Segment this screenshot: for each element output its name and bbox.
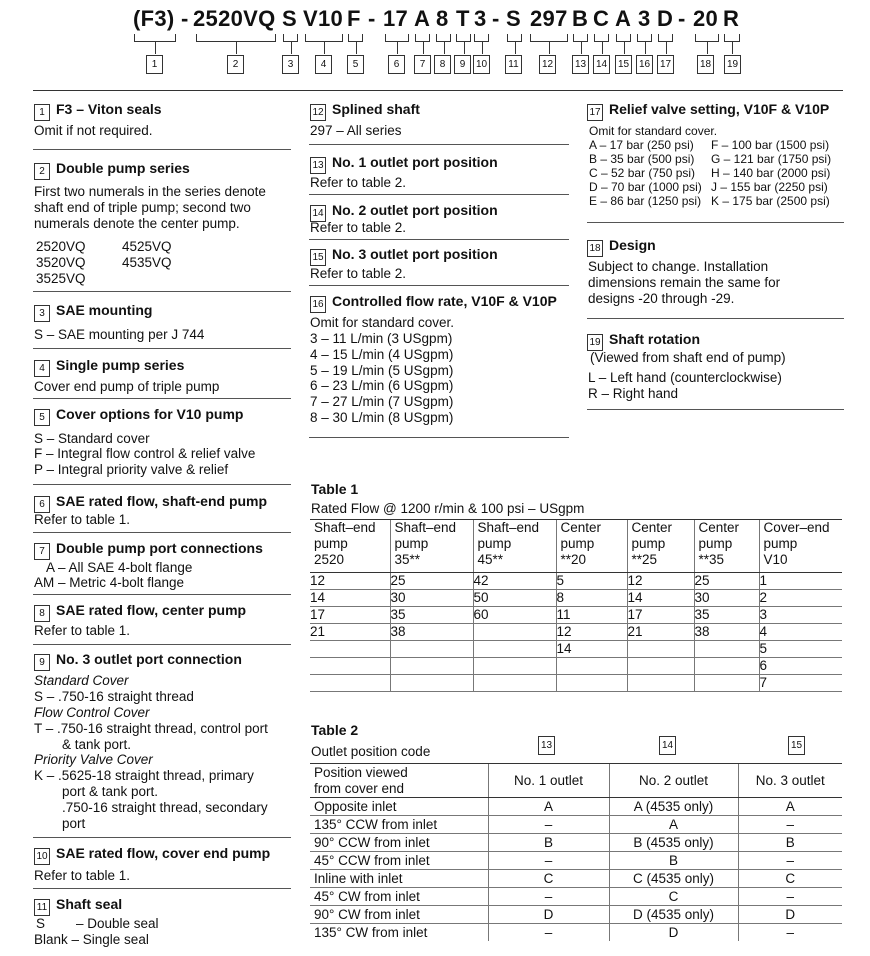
relief-setting: G – 121 bar (1750 psi) <box>711 152 832 166</box>
section-7-text: A – All SAE 4-bolt flange <box>46 560 193 575</box>
table-cell <box>310 658 390 675</box>
table-cell: 25 <box>694 573 759 590</box>
code-bracket <box>658 34 673 42</box>
section-16-text: 8 – 30 L/min (8 USgpm) <box>310 410 454 425</box>
section-16-text: 4 – 15 L/min (4 USgpm) <box>310 347 454 362</box>
table-cell: – <box>488 888 609 906</box>
table-cell: – <box>488 816 609 834</box>
position-box: 4 <box>315 55 332 74</box>
table-cell: 17 <box>310 607 390 624</box>
section-1-text: Omit if not required. <box>34 123 153 138</box>
section-9-subhead: Flow Control Cover <box>34 705 150 720</box>
code-segment: D <box>657 6 674 31</box>
section-5-text: S – Standard cover <box>34 431 150 446</box>
code-bracket <box>283 34 298 42</box>
divider <box>309 285 569 286</box>
table-cell <box>694 641 759 658</box>
table-cell: 12 <box>627 573 694 590</box>
section-15-text: Refer to table 2. <box>310 266 407 281</box>
position-box: 9 <box>454 55 471 74</box>
table-cell: A <box>488 798 609 816</box>
position-box: 12 <box>539 55 556 74</box>
table-cell: 11 <box>556 607 627 624</box>
table-header-row <box>310 764 842 798</box>
table-cell: – <box>488 924 609 942</box>
divider <box>33 532 291 533</box>
table-cell <box>390 641 473 658</box>
column-ref-box: 14 <box>659 736 676 755</box>
column-header: Position viewed from cover end <box>310 764 488 798</box>
model-item: 3520VQ <box>36 255 86 270</box>
table-cell: 135° CW from inlet <box>314 925 428 940</box>
table-row <box>310 675 842 692</box>
column-header: Shaft–end pump 35** <box>390 520 473 573</box>
table-cell: – <box>738 924 842 942</box>
table-cell: Inline with inlet <box>310 870 488 888</box>
table-row <box>310 834 842 852</box>
relief-setting: F – 100 bar (1500 psi) <box>711 138 830 152</box>
section-9-text: port & tank port. <box>62 784 159 799</box>
table-cell: C (4535 only) <box>609 870 738 888</box>
section-9-heading: 9 No. 3 outlet port connection <box>34 651 242 671</box>
table-cell: B <box>738 834 842 852</box>
code-segment: B <box>572 6 589 31</box>
relief-setting: E – 86 bar (1250 psi) <box>589 194 702 208</box>
divider <box>309 144 569 145</box>
table-cell: 42 <box>473 573 556 590</box>
table-cell: 7 <box>759 675 842 692</box>
code-segment: 2520VQ <box>193 6 276 31</box>
code-bracket <box>196 34 276 42</box>
divider <box>33 398 291 399</box>
model-item: 4535VQ <box>122 255 172 270</box>
section-16-text: Omit for standard cover. <box>310 315 455 330</box>
code-segment: V10 <box>303 6 344 31</box>
column-header: Shaft–end pump 45** <box>473 520 556 573</box>
section-17-text: Omit for standard cover. <box>589 124 718 138</box>
position-box: 10 <box>473 55 490 74</box>
divider <box>33 348 291 349</box>
table-cell <box>473 675 556 692</box>
section-19-text: R – Right hand <box>588 386 679 401</box>
code-segment: T <box>456 6 470 31</box>
section-7-text: AM – Metric 4-bolt flange <box>34 575 185 590</box>
column-header: No. 1 outlet <box>488 764 609 798</box>
table-cell: B <box>488 834 609 852</box>
divider <box>33 149 291 150</box>
table-cell <box>473 624 556 641</box>
section-11-text: S <box>36 916 46 931</box>
table-cell: 50 <box>473 590 556 607</box>
code-segment: F <box>347 6 361 31</box>
code-dash: - <box>181 6 189 31</box>
section-18-text: Subject to change. Installation <box>588 259 769 274</box>
section-3-heading: 3 SAE mounting <box>34 302 152 322</box>
code-bracket <box>616 34 631 42</box>
section-5-text: F – Integral flow control & relief valve <box>34 446 256 461</box>
table-cell: 90° CW from inlet <box>310 906 488 924</box>
code-bracket <box>456 34 471 42</box>
section-13-heading: 13 No. 1 outlet port position <box>310 154 498 174</box>
section-19-heading: 19 Shaft rotation <box>587 331 700 351</box>
section-16-text: 7 – 27 L/min (7 USgpm) <box>310 394 454 409</box>
section-7-heading: 7 Double pump port connections <box>34 540 263 560</box>
table-cell: 35 <box>694 607 759 624</box>
table-cell: 12 <box>310 573 390 590</box>
section-16-heading: 16 Controlled flow rate, V10F & V10P <box>310 293 557 313</box>
model-item: 3525VQ <box>36 271 86 286</box>
table-cell: 2 <box>759 590 842 607</box>
position-box: 14 <box>593 55 610 74</box>
relief-setting: J – 155 bar (2250 psi) <box>711 180 828 194</box>
section-8-heading: 8 SAE rated flow, center pump <box>34 602 246 622</box>
section-19-text: L – Left hand (counterclockwise) <box>588 370 782 385</box>
section-4-text: Cover end pump of triple pump <box>34 379 220 394</box>
table-row <box>310 906 842 924</box>
table-cell: A <box>738 798 842 816</box>
section-1-heading: 1 F3 – Viton seals <box>34 101 162 121</box>
position-box: 11 <box>505 55 522 74</box>
code-bracket <box>724 34 740 42</box>
divider <box>309 239 569 240</box>
relief-setting: K – 175 bar (2500 psi) <box>711 194 830 208</box>
column-header: No. 3 outlet <box>738 764 842 798</box>
section-2-text: First two numerals in the series denote <box>34 184 266 199</box>
table-row <box>310 870 842 888</box>
table-cell: 4 <box>759 624 842 641</box>
position-box: 19 <box>724 55 741 74</box>
section-18-text: dimensions remain the same for <box>588 275 781 290</box>
relief-setting: H – 140 bar (2000 psi) <box>711 166 831 180</box>
table-cell <box>694 658 759 675</box>
table-cell: 3 <box>759 607 842 624</box>
table-cell: D <box>488 906 609 924</box>
section-3-text: S – SAE mounting per J 744 <box>34 327 205 342</box>
table-row <box>310 573 842 590</box>
divider <box>587 409 844 410</box>
section-9-subhead: Standard Cover <box>34 673 129 688</box>
code-bracket <box>573 34 588 42</box>
table-row <box>310 924 842 942</box>
table-cell: 1 <box>759 573 842 590</box>
code-bracket <box>305 34 343 42</box>
code-segment: 3 <box>474 6 487 31</box>
table-cell <box>390 658 473 675</box>
table-cell: – <box>738 888 842 906</box>
column-ref-box: 13 <box>538 736 555 755</box>
section-16-text: 6 – 23 L/min (6 USgpm) <box>310 378 454 393</box>
code-bracket <box>348 34 363 42</box>
table-cell: D (4535 only) <box>609 906 738 924</box>
section-18-text: designs -20 through -29. <box>588 291 735 306</box>
section-2-text: numerals denote the center pump. <box>34 216 240 231</box>
code-segment: (F3) <box>133 6 175 31</box>
section-16-text: 5 – 19 L/min (5 USgpm) <box>310 363 454 378</box>
divider <box>33 644 291 645</box>
section-12-heading: 12 Splined shaft <box>310 101 420 121</box>
table-cell: 90° CCW from inlet <box>310 834 488 852</box>
table-cell: – <box>488 852 609 870</box>
table-1-title: Table 1 <box>311 481 359 497</box>
section-5-heading: 5 Cover options for V10 pump <box>34 406 243 426</box>
column-header: Center pump **25 <box>627 520 694 573</box>
table-cell: Opposite inlet <box>310 798 488 816</box>
table-cell <box>627 675 694 692</box>
table-cell: 38 <box>390 624 473 641</box>
divider <box>33 291 291 292</box>
code-segment: C <box>593 6 610 31</box>
table-row <box>310 658 842 675</box>
table-cell: 21 <box>627 624 694 641</box>
divider <box>33 594 291 595</box>
code-bracket <box>436 34 451 42</box>
table-cell: 60 <box>473 607 556 624</box>
section-16-text: 3 – 11 L/min (3 USgpm) <box>310 331 453 346</box>
section-9-text: port <box>62 816 86 831</box>
section-5-text: P – Integral priority valve & relief <box>34 462 229 477</box>
code-dash: - <box>368 6 376 31</box>
section-9-text: K – .5625-18 straight thread, primary <box>34 768 254 783</box>
table-row <box>310 798 842 816</box>
table-cell: 8 <box>556 590 627 607</box>
section-6-heading: 6 SAE rated flow, shaft-end pump <box>34 493 267 513</box>
table-2-title: Table 2 <box>311 722 359 738</box>
table-cell: B <box>609 852 738 870</box>
table-row <box>310 641 842 658</box>
top-rule <box>33 90 843 91</box>
table-cell: C <box>738 870 842 888</box>
relief-setting: D – 70 bar (1000 psi) <box>589 180 702 194</box>
position-box: 7 <box>414 55 431 74</box>
code-bracket <box>530 34 568 42</box>
code-dash: - <box>492 6 500 31</box>
section-4-heading: 4 Single pump series <box>34 357 184 377</box>
position-box: 1 <box>146 55 163 74</box>
section-9-text: T – .750-16 straight thread, control port <box>34 721 268 736</box>
section-14-heading: 14 No. 2 outlet port position <box>310 202 498 222</box>
code-bracket <box>415 34 430 42</box>
table-cell: 5 <box>556 573 627 590</box>
table-cell <box>556 658 627 675</box>
position-box: 2 <box>227 55 244 74</box>
divider <box>33 888 291 889</box>
column-header: Center pump **20 <box>556 520 627 573</box>
table-header-row <box>310 520 842 573</box>
column-header: No. 2 outlet <box>609 764 738 798</box>
table-cell: 35 <box>390 607 473 624</box>
divider <box>33 837 291 838</box>
position-box: 18 <box>697 55 714 74</box>
code-segment: S <box>282 6 297 31</box>
code-segment: 3 <box>638 6 651 31</box>
table-cell <box>627 641 694 658</box>
section-11-text: Blank – Single seal <box>34 932 149 947</box>
table-cell: 21 <box>310 624 390 641</box>
section-19-text: (Viewed from shaft end of pump) <box>590 350 786 365</box>
section-9-text: S – .750-16 straight thread <box>34 689 194 704</box>
table-cell: 17 <box>627 607 694 624</box>
table-cell <box>627 658 694 675</box>
code-segment: 8 <box>436 6 449 31</box>
section-9-text: & tank port. <box>62 737 132 752</box>
position-box: 5 <box>347 55 364 74</box>
table-cell: 12 <box>556 624 627 641</box>
relief-setting: B – 35 bar (500 psi) <box>589 152 695 166</box>
table-2-subtitle: Outlet position code <box>311 744 431 759</box>
position-box: 6 <box>388 55 405 74</box>
table-cell: A (4535 only) <box>609 798 738 816</box>
table-cell: – <box>738 852 842 870</box>
section-10-text: Refer to table 1. <box>34 868 131 883</box>
table-cell <box>473 641 556 658</box>
table-cell: C <box>609 888 738 906</box>
table-cell <box>390 675 473 692</box>
code-bracket <box>385 34 409 42</box>
position-box: 8 <box>434 55 451 74</box>
code-segment: R <box>723 6 740 31</box>
code-bracket <box>637 34 652 42</box>
section-15-heading: 15 No. 3 outlet port position <box>310 246 498 266</box>
table-cell: 135° CCW from inlet <box>310 816 488 834</box>
table-cell: B (4535 only) <box>609 834 738 852</box>
code-segment: S <box>506 6 521 31</box>
position-box: 15 <box>615 55 632 74</box>
table-cell: D <box>609 924 738 942</box>
table-cell <box>473 658 556 675</box>
section-9-subhead: Priority Valve Cover <box>34 752 153 767</box>
relief-setting: C – 52 bar (750 psi) <box>589 166 696 180</box>
divider <box>33 484 291 485</box>
table-cell: 14 <box>627 590 694 607</box>
table-cell: 14 <box>556 641 627 658</box>
table-row <box>310 624 842 641</box>
divider <box>309 194 569 195</box>
divider <box>587 222 844 223</box>
section-11-heading: 11 Shaft seal <box>34 896 122 916</box>
table-2 <box>310 763 842 941</box>
table-cell: A <box>609 816 738 834</box>
section-2-heading: 2 Double pump series <box>34 160 190 180</box>
code-segment: 297 <box>530 6 568 31</box>
table-cell: 30 <box>694 590 759 607</box>
table-cell: 30 <box>390 590 473 607</box>
code-segment: 17 <box>383 6 409 31</box>
table-cell <box>556 675 627 692</box>
code-segment: A <box>414 6 431 31</box>
code-bracket <box>695 34 719 42</box>
table-row <box>310 888 842 906</box>
code-bracket <box>134 34 176 42</box>
table-cell <box>310 641 390 658</box>
table-cell: 25 <box>390 573 473 590</box>
column-header: Center pump **35 <box>694 520 759 573</box>
position-box: 13 <box>572 55 589 74</box>
table-cell: – <box>738 816 842 834</box>
table-cell: 38 <box>694 624 759 641</box>
section-13-text: Refer to table 2. <box>310 175 407 190</box>
code-bracket <box>474 34 489 42</box>
relief-setting: A – 17 bar (250 psi) <box>589 138 694 152</box>
section-6-text: Refer to table 1. <box>34 512 131 527</box>
table-cell: 45° CW from inlet <box>310 888 488 906</box>
divider <box>309 437 569 438</box>
section-8-text: Refer to table 1. <box>34 623 131 638</box>
table-cell: 45° CCW from inlet <box>310 852 488 870</box>
table-1-subtitle: Rated Flow @ 1200 r/min & 100 psi – USgpm <box>311 501 585 516</box>
model-item: 2520VQ <box>36 239 86 254</box>
position-box: 17 <box>657 55 674 74</box>
model-item: 4525VQ <box>122 239 172 254</box>
section-11-text: – Double seal <box>76 916 159 931</box>
table-1 <box>310 520 842 692</box>
table-cell: 6 <box>759 658 842 675</box>
column-header: Cover–end pump V10 <box>759 520 842 573</box>
table-cell: D <box>738 906 842 924</box>
section-12-text: 297 – All series <box>310 123 402 138</box>
table-cell <box>310 675 390 692</box>
section-18-heading: 18 Design <box>587 237 656 257</box>
table-cell: 14 <box>310 590 390 607</box>
section-17-heading: 17 Relief valve setting, V10F & V10P <box>587 101 829 121</box>
section-10-heading: 10 SAE rated flow, cover end pump <box>34 845 270 865</box>
section-9-text: .750-16 straight thread, secondary <box>62 800 268 815</box>
table-row <box>310 852 842 870</box>
code-bracket <box>507 34 522 42</box>
table-row <box>310 816 842 834</box>
table-cell: C <box>488 870 609 888</box>
position-box: 3 <box>282 55 299 74</box>
divider <box>587 318 844 319</box>
table-cell: 5 <box>759 641 842 658</box>
column-header: Shaft–end pump 2520 <box>310 520 390 573</box>
table-row <box>310 590 842 607</box>
table-row <box>310 607 842 624</box>
section-14-text: Refer to table 2. <box>310 220 407 235</box>
code-dash: - <box>678 6 686 31</box>
code-segment: A <box>615 6 632 31</box>
code-segment: 20 <box>693 6 719 31</box>
code-bracket <box>594 34 609 42</box>
column-ref-box: 15 <box>788 736 805 755</box>
section-2-text: shaft end of triple pump; second two <box>34 200 251 215</box>
position-box: 16 <box>636 55 653 74</box>
table-cell <box>694 675 759 692</box>
